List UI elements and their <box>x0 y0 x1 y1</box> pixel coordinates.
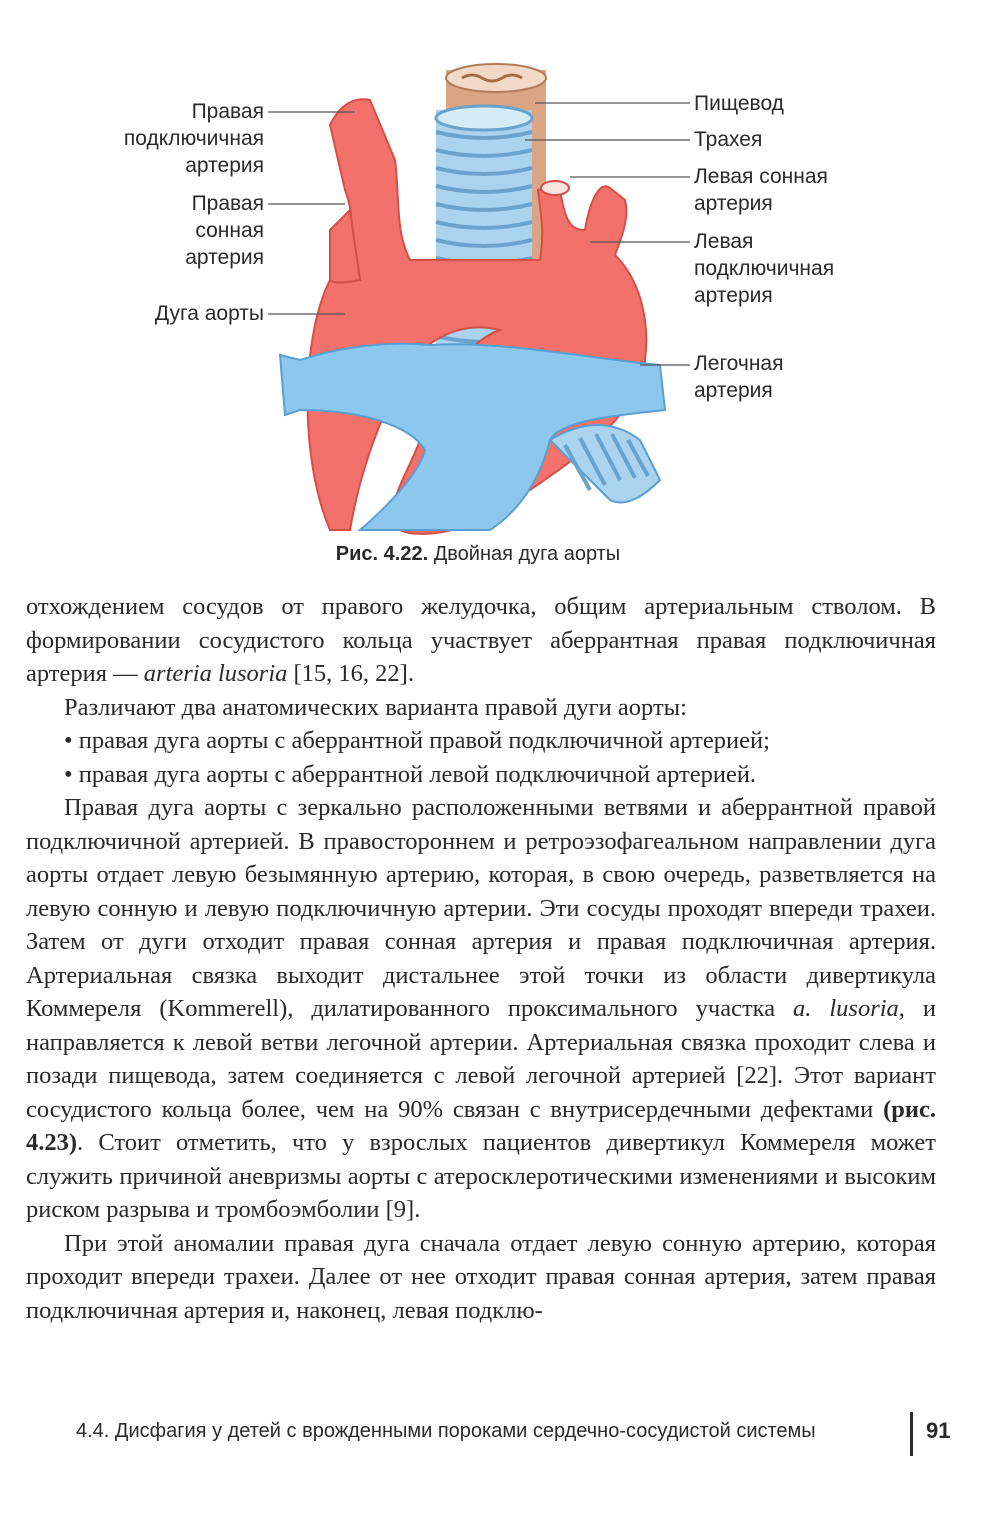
label-line: артерия <box>694 379 773 402</box>
label-right-subclavian <box>60 98 264 179</box>
label-line: артерия <box>185 246 264 269</box>
label-line: Правая <box>191 192 264 215</box>
paragraph-1 <box>26 590 936 691</box>
label-left-carotid <box>694 163 828 217</box>
caption-label: Рис. 4.22. <box>335 543 429 565</box>
text-run: , и направляется к левой ветви легочной артерии. Артериальная связка проходит слева и позади пищевода, затем соединяется с левой легочной артерией [22]. Этот вариант сосудистого кольца более, чем на 90% связан с внутрисердечными дефектами <box>26 995 936 1123</box>
label-esophagus: Пищевод <box>694 92 784 115</box>
page-number: 91 <box>926 1418 951 1443</box>
figure-caption <box>0 543 956 566</box>
label-trachea: Трахея <box>694 128 763 151</box>
label-line: артерия <box>694 284 773 307</box>
label-line: Левая сонная <box>694 165 828 188</box>
label-line: подключичная <box>123 127 264 150</box>
text-run: Правая дуга аорты с зеркально расположенными ветвями и аберрантной правой подключичной артерией. В правостороннем и ретроэзофагеальном направлении дуга аорты отдает левую безымянную артерию, которая, в свою очередь, разветвляется на левую сонную и левую подключичную артерии. Эти сосуды проходят впереди трахеи. Затем от дуги отходит правая сонная артерия и правая подключичная артерия. Артериальная связка выходит дистальнее этой точки из области дивертикула Коммереля (Kommerell), дилатированного проксимального участка <box>26 794 936 1022</box>
label-line: подключичная <box>694 257 835 280</box>
page-footer <box>0 1412 1000 1456</box>
label-right-carotid <box>60 190 264 271</box>
label-left-subclavian <box>694 228 834 309</box>
label-line: артерия <box>185 154 264 177</box>
body-text <box>26 590 936 1327</box>
figure-double-aortic-arch <box>0 40 1000 540</box>
text-run: отхождением сосудов от правого желудочка, общим артериальным стволом. В формировании сосудистого кольца участвует аберрантная правая подключичная артерия — <box>26 593 936 687</box>
italic-term: a. lusoria <box>793 995 899 1022</box>
label-line: Легочная <box>694 352 784 375</box>
caption-text: Двойная дуга аорты <box>433 543 621 565</box>
label-pulmonary-artery <box>694 350 783 404</box>
figure-reference: (рис. 4.23) <box>26 1095 936 1156</box>
italic-term: arteria lusoria <box>143 660 288 687</box>
label-line: артерия <box>694 192 773 215</box>
paragraph-3 <box>26 791 936 1227</box>
label-line: Левая <box>694 230 754 253</box>
label-line: сонная <box>195 219 264 242</box>
text-run: [15, 16, 22]. <box>287 660 414 687</box>
label-aortic-arch: Дуга аорты <box>154 302 264 325</box>
label-line: Правая <box>191 100 264 123</box>
text-run: . Стоит отметить, что у взрослых пациентов дивертикул Коммереля может служить причиной аневризмы аорты с атеросклеротическими изменениями и высоким риском разрыва и тромбоэмболии [9]. <box>26 1129 936 1223</box>
paragraph-4: При этой аномалии правая дуга сначала отдает левую сонную артерию, которая проходит впереди трахеи. Далее от нее отходит правая сонная артерия, затем правая подключичная артерия и, наконец, левая подклю- <box>26 1229 936 1324</box>
running-title: 4.4. Дисфагия у детей с врожденными пороками сердечно-сосудистой системы <box>76 1420 816 1442</box>
list-item: • правая дуга аорты с аберрантной правой подключичной артерией; <box>64 727 770 754</box>
paragraph-2: Различают два анатомических варианта правой дуги аорты: <box>64 693 687 721</box>
list-item: • правая дуга аорты с аберрантной левой подключичной артерией. <box>64 760 757 788</box>
footer-divider <box>910 1412 913 1456</box>
